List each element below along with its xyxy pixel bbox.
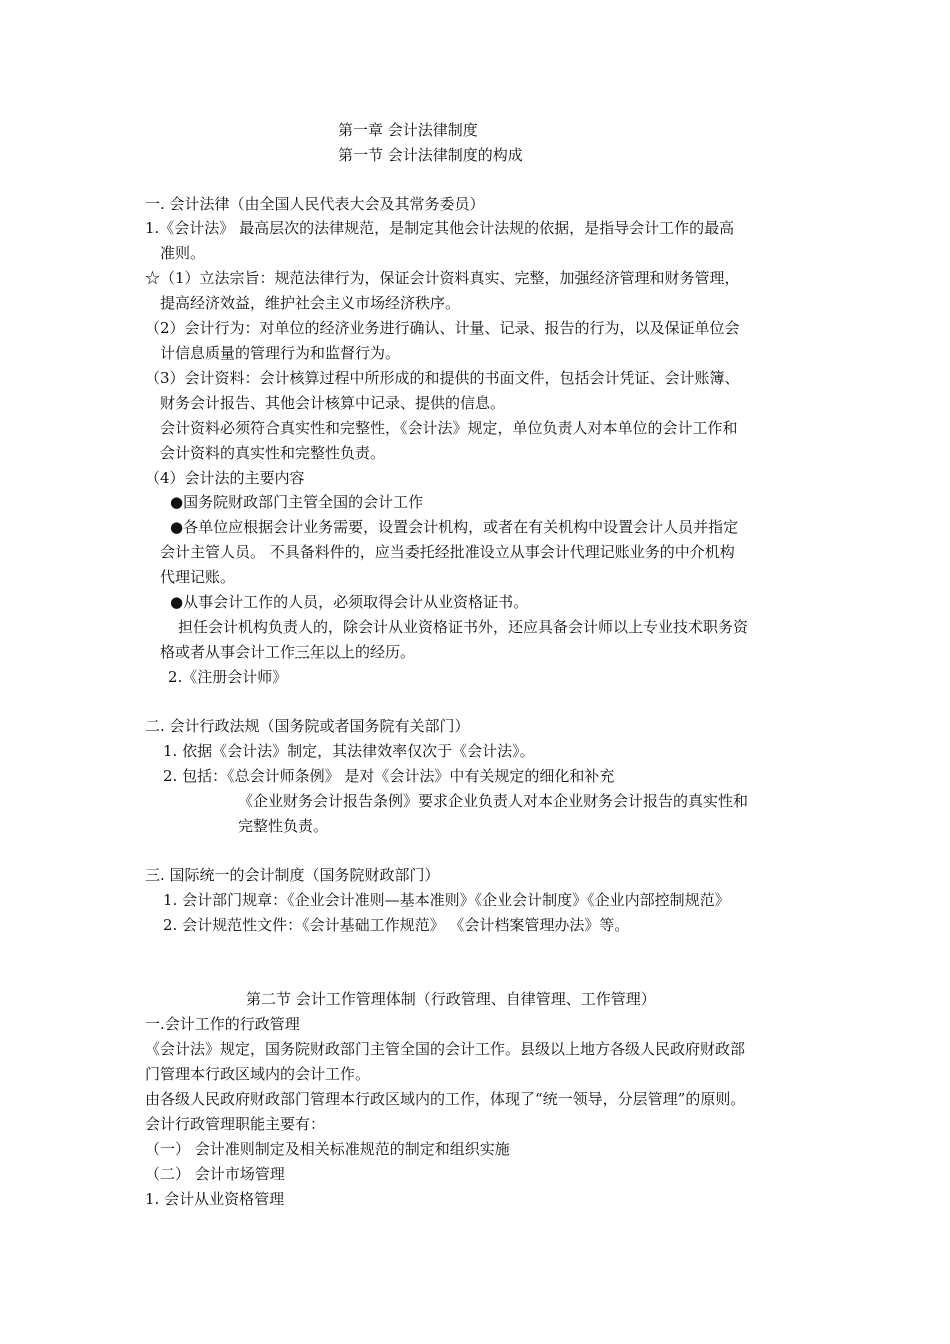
accounting-data-line4: 会计资料的真实性和完整性负责。: [160, 444, 386, 462]
purpose-line2: 提高经济效益，维护社会主义市场经济秩序。: [160, 294, 461, 312]
section-1-title: 第一节 会计法律制度的构成: [338, 146, 523, 164]
underlined-duration: 三年以上: [295, 643, 356, 661]
purpose-line1: ☆（1）立法宗旨：规范法律行为，保证会计资料真实、完整，加强经济管理和财务管理，: [145, 269, 740, 287]
accounting-data-line3: 会计资料必须符合真实性和完整性，《会计法》规定，单位负责人对本单位的会计工作和: [160, 419, 738, 437]
accounting-data-line1: （3）会计资料：会计核算过程中所形成的和提供的书面文件，包括会计凭证、会计账簿、: [145, 369, 740, 387]
accounting-act-line2: 计信息质量的管理行为和监督行为。: [160, 344, 401, 362]
part2-heading: 二. 会计行政法规（国务院或者国务院有关部门）: [145, 717, 470, 735]
accounting-act-line1: （2）会计行为：对单位的经济业务进行确认、计量、记录、报告的行为，以及保证单位会: [145, 319, 740, 337]
section2-text-3: 由各级人民政府财政部门管理本行政区域内的工作，体现了“统一领导，分层管理”的原则。: [145, 1090, 746, 1108]
section-2-title: 第二节 会计工作管理体制（行政管理、自律管理、工作管理）: [246, 990, 656, 1008]
section2-heading-1: 一.会计工作的行政管理: [145, 1015, 300, 1033]
bullet-2-line3: 代理记账。: [160, 568, 236, 586]
bullet-3-note-line1: 担任会计机构负责人的，除会计从业资格证书外，还应具备会计师以上专业技术职务资: [178, 618, 749, 636]
part3-item2: 2. 会计规范性文件：《会计基础工作规范》 《会计档案管理办法》等。: [163, 916, 630, 934]
bullet-3: ●从事会计工作的人员，必须取得会计从业资格证书。: [170, 593, 529, 611]
part3-item1: 1. 会计部门规章：《企业会计准则—基本准则》《企业会计制度》《企业内部控制规范》: [163, 891, 730, 909]
part2-item2-line2: 《企业财务会计报告条例》要求企业负责人对本企业财务会计报告的真实性和: [238, 792, 749, 810]
bullet-2-line1: ●各单位应根据会计业务需要，设置会计机构，或者在有关机构中设置会计人员并指定: [170, 518, 739, 536]
bullet-3-note-line2: 格或者从事会计工作三年以上的经历。: [160, 643, 416, 661]
part3-heading: 三. 国际统一的会计制度（国务院财政部门）: [145, 866, 440, 884]
section2-text-2: 门管理本行政区域内的会计工作。: [145, 1065, 371, 1083]
part2-item2-line1: 2. 包括：《总会计师条例》 是对《会计法》中有关规定的细化和补充: [163, 767, 615, 785]
bullet-1: ●国务院财政部门主管全国的会计工作: [170, 493, 424, 511]
part2-item1: 1. 依据《会计法》制定，其法律效率仅次于《会计法》。: [163, 742, 535, 760]
part1-item1-line1: 1.《会计法》 最高层次的法律规范，是制定其他会计法规的依据，是指导会计工作的最高: [145, 219, 735, 237]
section2-sub-2: （二） 会计市场管理: [145, 1165, 285, 1183]
part2-item2-line3: 完整性负责。: [238, 817, 329, 835]
chapter-title: 第一章 会计法律制度: [338, 121, 478, 139]
part1-item2: 2.《注册会计师》: [168, 668, 288, 686]
section2-sub-1: （一） 会计准则制定及相关标准规范的制定和组织实施: [145, 1140, 510, 1158]
part1-heading: 一. 会计法律（由全国人民代表大会及其常务委员）: [145, 195, 485, 213]
section2-text-1: 《会计法》规定，国务院财政部门主管全国的会计工作。县级以上地方各级人民政府财政部: [145, 1040, 746, 1058]
main-content-heading: （4）会计法的主要内容: [145, 469, 305, 487]
section2-text-4: 会计行政管理职能主要有：: [145, 1115, 326, 1133]
bullet-2-line2: 会计主管人员。 不具备料件的，应当委托经批准设立从事会计代理记账业务的中介机构: [160, 543, 735, 561]
part1-item1-line2: 准则。: [160, 244, 206, 262]
section2-sub-3: 1. 会计从业资格管理: [145, 1190, 285, 1208]
accounting-data-line2: 财务会计报告、其他会计核算中记录、提供的信息。: [160, 394, 506, 412]
